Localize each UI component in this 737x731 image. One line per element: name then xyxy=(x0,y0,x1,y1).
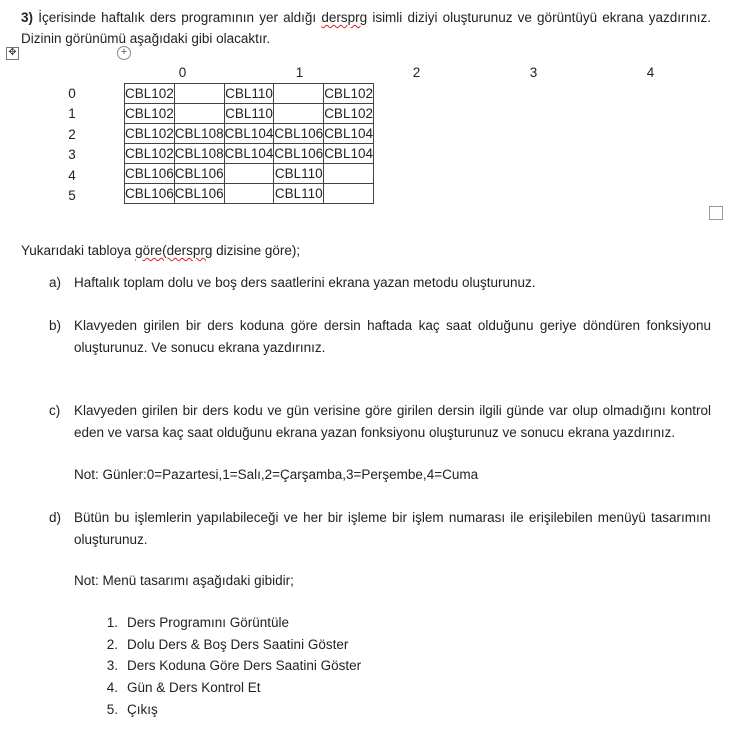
table-cell: CBL110 xyxy=(274,184,324,204)
intro-text-part1: İçerisinde haftalık ders programının yer aldığı xyxy=(33,10,322,25)
row-label: 0 xyxy=(68,86,76,101)
menu-number: 3. xyxy=(106,658,118,673)
table-cell: CBL110 xyxy=(224,104,274,124)
table-cell: CBL106 xyxy=(125,164,175,184)
table-cell: CBL108 xyxy=(174,144,224,164)
table-cell xyxy=(324,184,374,204)
table-cell: CBL102 xyxy=(324,84,374,104)
table-cell xyxy=(274,104,324,124)
row-label: 2 xyxy=(68,127,76,142)
table-cell: CBL104 xyxy=(324,144,374,164)
menu-item-label: Çıkış xyxy=(127,702,158,717)
question-lead xyxy=(21,240,300,261)
table-cell: CBL104 xyxy=(224,144,274,164)
table-cell: CBL106 xyxy=(174,184,224,204)
question-number: 3) xyxy=(21,10,34,25)
table-cell: CBL106 xyxy=(174,164,224,184)
column-header: 1 xyxy=(295,65,304,80)
table-cell xyxy=(224,184,274,204)
table-row xyxy=(125,164,374,184)
menu-number: 1. xyxy=(106,615,118,630)
table-cell: CBL102 xyxy=(125,84,175,104)
table-cell: CBL106 xyxy=(274,144,324,164)
table-cell: CBL102 xyxy=(125,144,175,164)
table-cell xyxy=(174,84,224,104)
item-letter-c: c) xyxy=(49,403,61,418)
table-cell: CBL110 xyxy=(224,84,274,104)
row-label: 4 xyxy=(68,168,76,183)
schedule-grid xyxy=(124,83,374,204)
item-text-b: Klavyeden girilen bir ders koduna göre dersin haftada kaç saat olduğunu geriye döndüren fonksiyonu oluşturunuz. Ve sonucu ekrana yazdırınız. xyxy=(74,318,711,355)
question-text-part2: dizisine göre); xyxy=(212,243,301,258)
table-cell: CBL106 xyxy=(125,184,175,204)
item-note-c: Not: Günler:0=Pazartesi,1=Salı,2=Çarşamba,3=Perşembe,4=Cuma xyxy=(74,467,479,482)
column-header: 0 xyxy=(178,65,187,80)
table-cell xyxy=(224,164,274,184)
add-column-icon[interactable]: + xyxy=(117,46,131,60)
intro-text-part2: isimli diziyi oluşturunuz ve görüntüyü ekrana yazdırınız. Dizinin görünümü aşağıdaki gibi olacaktır. xyxy=(21,10,711,46)
table-cell: CBL104 xyxy=(324,124,374,144)
menu-item-label: Ders Koduna Göre Ders Saatini Göster xyxy=(127,658,362,673)
table-cell: CBL106 xyxy=(274,124,324,144)
menu-item-label: Gün & Ders Kontrol Et xyxy=(127,680,261,695)
table-cell: CBL108 xyxy=(174,124,224,144)
column-header: 2 xyxy=(412,65,421,80)
table-cell: CBL104 xyxy=(224,124,274,144)
item-note-d: Not: Menü tasarımı aşağıdaki gibidir; xyxy=(74,573,294,588)
intro-array-name: dersprg xyxy=(321,10,368,25)
table-cell: CBL102 xyxy=(125,104,175,124)
table-row xyxy=(125,144,374,164)
table-cell xyxy=(274,84,324,104)
item-text-d: Bütün bu işlemlerin yapılabileceği ve her bir işleme bir işlem numarası ile erişilebilen menüyü tasarımını oluşturunuz. xyxy=(74,510,711,547)
table-cell: CBL102 xyxy=(125,124,175,144)
item-letter-a: a) xyxy=(49,275,62,290)
table-cell xyxy=(174,104,224,124)
row-label: 5 xyxy=(68,188,76,203)
question-array-ref: göre(dersprg xyxy=(135,243,213,258)
menu-number: 5. xyxy=(106,702,118,717)
question-text-part1: Yukarıdaki tabloya xyxy=(21,243,136,258)
row-label: 1 xyxy=(68,106,76,121)
table-resize-handle-icon[interactable] xyxy=(709,206,723,220)
item-text-a: Haftalık toplam dolu ve boş ders saatlerini ekrana yazan metodu oluşturunuz. xyxy=(74,275,536,290)
menu-number: 2. xyxy=(106,637,118,652)
table-cell: CBL110 xyxy=(274,164,324,184)
item-text-c: Klavyeden girilen bir ders kodu ve gün verisine göre girilen dersin ilgili günde var olup olmadığını kontrol eden ve varsa kaç saat olduğunu ekrana yazan fonksiyonu oluşturunuz ve sonucu ekrana yazdırınız. xyxy=(74,403,711,440)
table-row xyxy=(125,184,374,204)
item-letter-b: b) xyxy=(49,318,62,333)
row-label: 3 xyxy=(68,147,76,162)
menu-number: 4. xyxy=(106,680,118,695)
table-move-handle-icon[interactable]: ✥ xyxy=(6,47,19,60)
table-cell xyxy=(324,164,374,184)
table-cell: CBL102 xyxy=(324,104,374,124)
intro-paragraph xyxy=(21,7,711,49)
table-row xyxy=(125,84,374,104)
column-header: 4 xyxy=(646,65,655,80)
table-row xyxy=(125,104,374,124)
item-letter-d: d) xyxy=(49,510,62,525)
menu-item-label: Ders Programını Görüntüle xyxy=(127,615,290,630)
menu-item-label: Dolu Ders & Boş Ders Saatini Göster xyxy=(127,637,349,652)
column-header: 3 xyxy=(529,65,538,80)
table-row xyxy=(125,124,374,144)
